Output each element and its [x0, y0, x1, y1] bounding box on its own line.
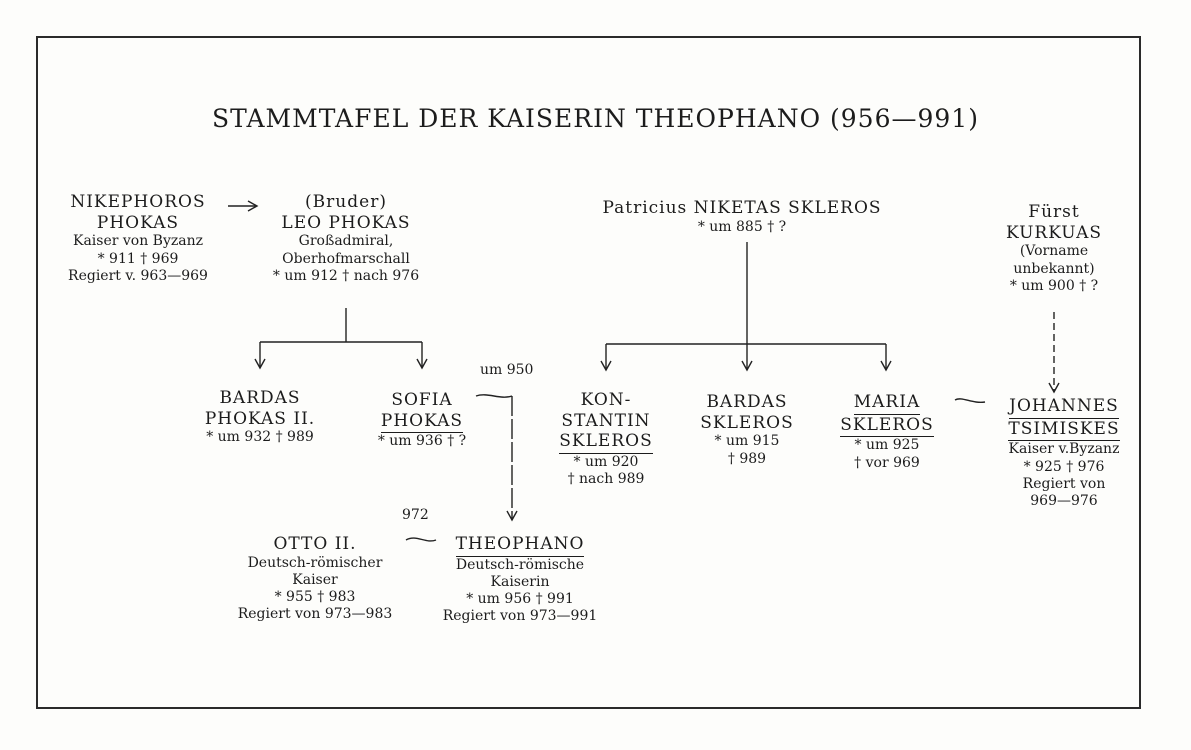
person-name: MARIA [854, 392, 920, 415]
person-detail: * 925 † 976 [1023, 458, 1105, 475]
person-detail: Oberhofmarschall [282, 250, 410, 267]
person-detail: 969—976 [1030, 492, 1098, 509]
person-name: NIKEPHOROS [70, 192, 206, 212]
person-detail: Kaiserin [490, 573, 550, 590]
person-detail: * um 920 [573, 454, 639, 471]
person-detail: Kaiser von Byzanz [72, 233, 203, 250]
person-name: KURKUAS [1005, 222, 1103, 243]
person-detail: * 955 † 983 [274, 588, 356, 605]
person-detail: Deutsch-römischer [247, 554, 383, 571]
person-detail: † 989 [727, 450, 767, 467]
person-detail: * um 885 † ? [697, 218, 787, 235]
person-name: SKLEROS [840, 415, 933, 438]
person-maria-skleros [822, 392, 952, 472]
person-sofia-phokas [362, 390, 482, 451]
person-detail: * 911 † 969 [97, 250, 179, 267]
person-detail: * um 936 † ? [377, 433, 467, 450]
person-name: PHOKAS II. [204, 408, 316, 429]
person-name: PHOKAS [381, 411, 463, 434]
person-detail: Kaiser v.Byzanz [1008, 441, 1120, 458]
person-name: LEO PHOKAS [281, 212, 411, 233]
person-leo-phokas [246, 192, 446, 285]
person-detail: Regiert von 973—983 [237, 605, 393, 622]
person-name: SKLEROS [559, 431, 652, 454]
person-detail: † nach 989 [567, 471, 645, 488]
person-detail: * um 915 [714, 433, 780, 450]
person-detail: (Vorname [1019, 243, 1089, 260]
person-name: STANTIN [561, 410, 651, 431]
person-detail: Deutsch-römische [455, 556, 585, 573]
person-name: BARDAS [219, 388, 301, 408]
person-detail: † vor 969 [854, 454, 920, 471]
person-name: Patricius NIKETAS SKLEROS [602, 198, 882, 218]
person-detail: Großadmiral, [298, 233, 394, 250]
person-name: THEOPHANO [456, 534, 585, 557]
person-name: KON- [580, 390, 632, 410]
person-theophano [420, 534, 620, 625]
person-detail: * um 956 † 991 [466, 590, 574, 607]
person-name: SKLEROS [700, 412, 794, 433]
person-detail: Kaiser [292, 571, 338, 588]
person-bardas-skleros [682, 392, 812, 468]
person-konstantin-skleros [541, 390, 671, 488]
person-bardas-phokas [180, 388, 340, 447]
title-label: Fürst [1028, 202, 1080, 222]
marriage-year-sofia: um 950 [480, 362, 534, 378]
person-detail: * um 912 † nach 976 [272, 267, 420, 284]
person-name: OTTO II. [273, 534, 357, 554]
person-name: PHOKAS [96, 212, 180, 233]
person-name: BARDAS [706, 392, 788, 412]
person-detail: Regiert von [1022, 475, 1106, 492]
person-nikephoros [48, 192, 228, 285]
person-name: TSIMISKES [1008, 419, 1119, 442]
person-niketas-skleros [567, 198, 917, 236]
person-detail: * um 900 † ? [1009, 277, 1099, 294]
person-detail: Regiert von 973—991 [442, 607, 598, 624]
maria-johannes-marriage-line [955, 399, 985, 402]
person-detail: * um 925 [854, 437, 920, 454]
person-detail: unbekannt) [1013, 260, 1095, 277]
person-name: SOFIA [391, 390, 453, 410]
person-name: JOHANNES [1009, 396, 1119, 419]
person-detail: Regiert v. 963—969 [68, 267, 208, 284]
person-johannes-tsimiskes [986, 396, 1142, 510]
relation-label: (Bruder) [305, 192, 387, 212]
person-kurkuas [984, 202, 1124, 295]
person-detail: * um 932 † 989 [206, 429, 314, 446]
marriage-year-otto: 972 [402, 507, 429, 523]
person-otto-ii [222, 534, 408, 623]
family-tree-title: STAMMTAFEL DER KAISERIN THEOPHANO (956—991) [212, 104, 979, 133]
